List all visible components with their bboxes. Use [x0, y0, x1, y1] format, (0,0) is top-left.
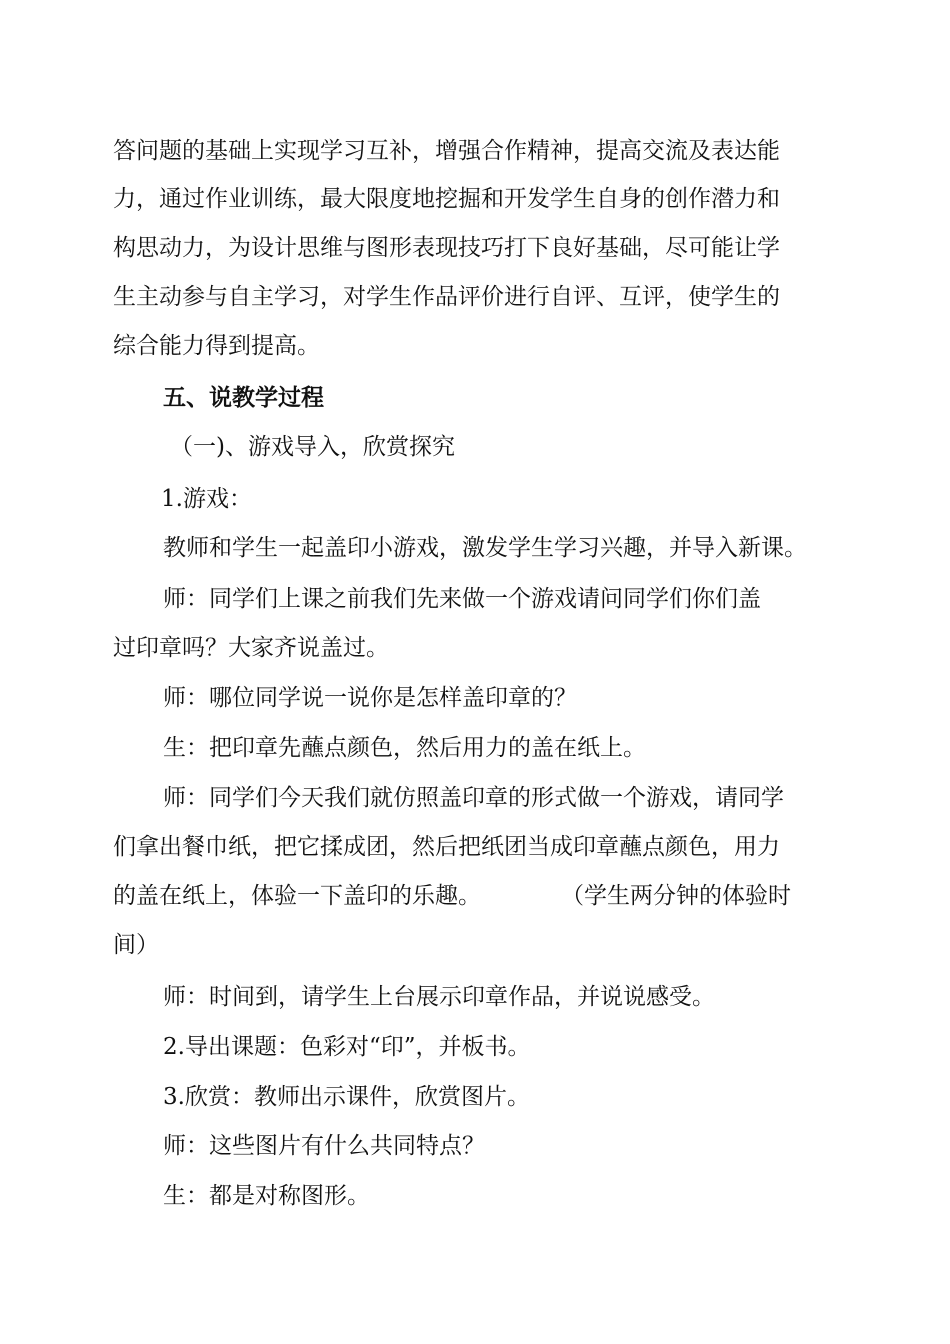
item1-text: 教师和学生一起盖印小游戏，激发学生学习兴趣，并导入新课。 [163, 535, 807, 561]
paragraph-line: 综合能力得到提高。 [113, 333, 320, 359]
dialog-line: 师：时间到，请学生上台展示印章作品，并说说感受。 [163, 984, 715, 1010]
parenthetical-note: （学生两分钟的体验时 [561, 883, 791, 909]
dialog-line: 生：都是对称图形。 [163, 1183, 370, 1209]
dialog-line [113, 881, 791, 911]
dialog-line: 生：把印章先蘸点颜色，然后用力的盖在纸上。 [163, 735, 646, 761]
list-item-3: 3.欣赏：教师出示课件，欣赏图片。 [163, 1084, 530, 1110]
dialog-line: 师：哪位同学说一说你是怎样盖印章的？ [163, 685, 577, 711]
dialog-line: 师：这些图片有什么共同特点？ [163, 1133, 485, 1159]
section-heading: 五、说教学过程 [163, 384, 324, 411]
paragraph-line: 构思动力，为设计思维与图形表现技巧打下良好基础，尽可能让学 [113, 235, 780, 261]
subsection-heading: （一)、游戏导入，欣赏探究 [170, 434, 455, 460]
paragraph-line: 答问题的基础上实现学习互补，增强合作精神，提高交流及表达能 [113, 138, 780, 164]
paragraph-line: 力，通过作业训练，最大限度地挖掘和开发学生自身的创作潜力和 [113, 186, 780, 212]
list-item-2: 2.导出课题：色彩对“印”，并板书。 [163, 1034, 531, 1060]
dialog-line: 师：同学们今天我们就仿照盖印章的形式做一个游戏，请同学 [163, 785, 784, 811]
list-item-1: 1.游戏： [161, 486, 252, 512]
dialog-line: 间） [113, 932, 159, 958]
dialog-line: 们拿出餐巾纸，把它揉成团，然后把纸团当成印章蘸点颜色，用力 [113, 834, 780, 860]
paragraph-line: 生主动参与自主学习，对学生作品评价进行自评、互评，使学生的 [113, 284, 780, 310]
dialog-line: 师：同学们上课之前我们先来做一个游戏请问同学们你们盖 [163, 586, 761, 612]
dialog-line: 过印章吗？大家齐说盖过。 [113, 635, 389, 661]
dialog-text: 的盖在纸上，体验一下盖印的乐趣。 [113, 883, 481, 909]
